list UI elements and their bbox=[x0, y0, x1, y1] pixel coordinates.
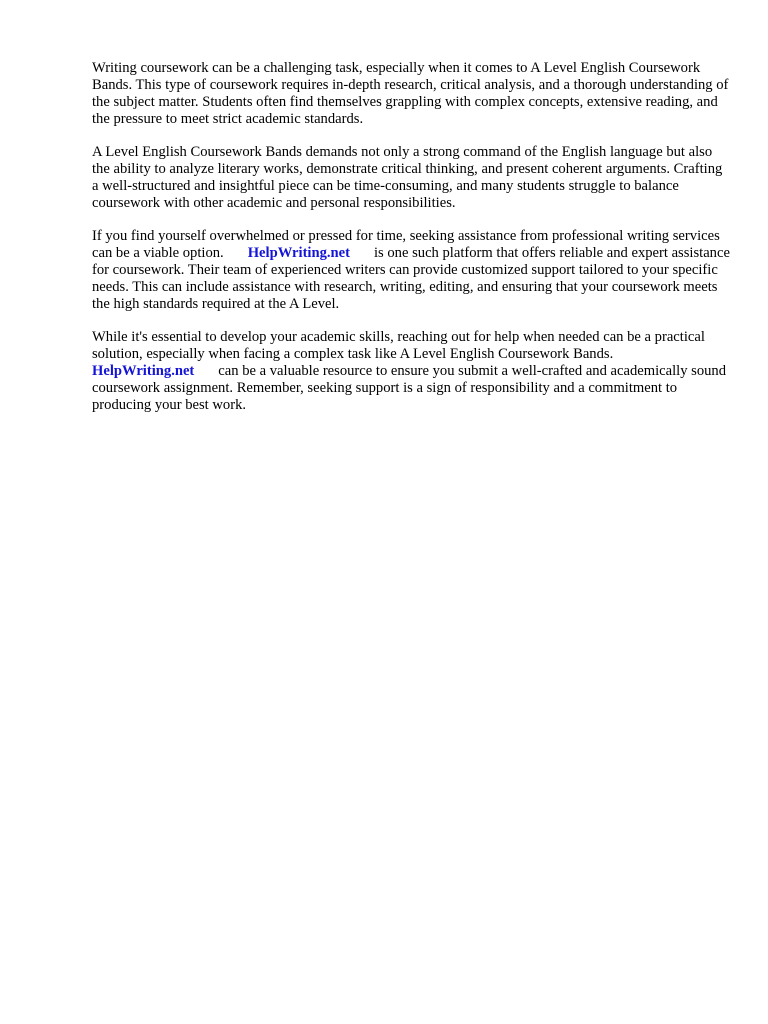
paragraph-demands bbox=[92, 144, 732, 212]
paragraph-conclusion-text-after: can be a valuable resource to ensure you submit a well-crafted and academically sound coursework assignment. Remember, seeking support is a sign of responsibility and a commitment to producing your best work. bbox=[92, 363, 727, 413]
paragraph-assistance bbox=[92, 228, 732, 313]
helpwriting-link-conclusion[interactable]: HelpWriting.net bbox=[92, 363, 195, 379]
paragraph-conclusion bbox=[92, 329, 732, 414]
paragraph-demands-text: A Level English Coursework Bands demands not only a strong command of the English language but also the ability to analyze literary works, demonstrate critical thinking, and present coherent arguments. Crafting a well-structured and insightful piece can be time-consuming, and many students struggle to balance coursework with other academic and personal responsibilities. bbox=[92, 144, 723, 211]
paragraph-assistance-text-after: is one such platform that offers reliable and expert assistance for coursework. Their team of experienced writers can provide customized support tailored to your specific needs. This can include assistance with research, writing, editing, and ensuring that your coursework meets the high standards required at the A Level. bbox=[92, 245, 730, 312]
paragraph-assistance-text-before: If you find yourself overwhelmed or pressed for time, seeking assistance from professional writing services can be a viable option. bbox=[92, 228, 720, 261]
paragraph-intro-text: Writing coursework can be a challenging task, especially when it comes to A Level English Coursework Bands. This type of coursework requires in-depth research, critical analysis, and a thorough understanding of the subject matter. Students often find themselves grappling with complex concepts, extensive reading, and the pressure to meet strict academic standards. bbox=[92, 60, 729, 127]
paragraph-conclusion-text-before: While it's essential to develop your academic skills, reaching out for help when needed can be a practical solution, especially when facing a complex task like A Level English Coursework Bands. bbox=[92, 329, 705, 362]
helpwriting-link[interactable]: HelpWriting.net bbox=[247, 245, 350, 261]
document-body bbox=[92, 60, 732, 430]
paragraph-intro bbox=[92, 60, 732, 128]
